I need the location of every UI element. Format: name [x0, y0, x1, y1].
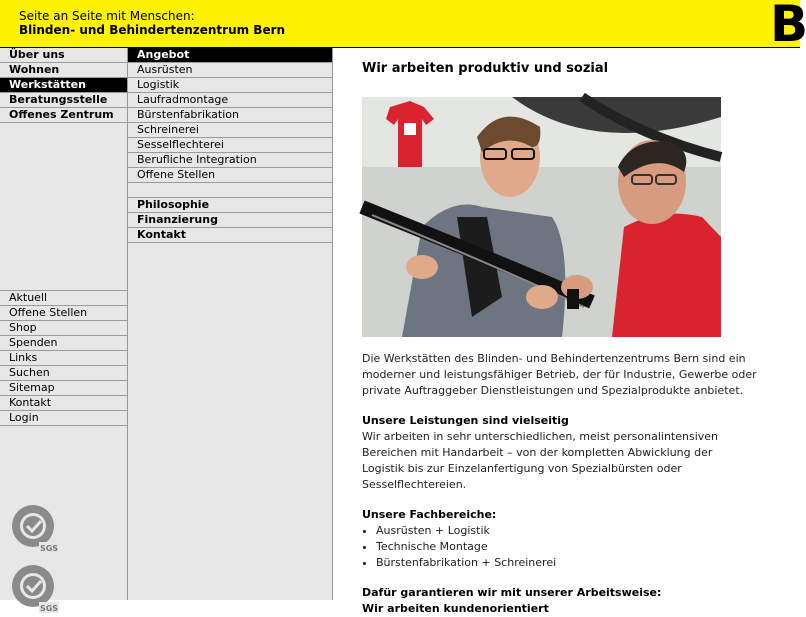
sub-nav-header-angebot[interactable]: Angebot: [128, 48, 332, 63]
sub-nav-logistik[interactable]: Logistik: [128, 78, 332, 93]
main-nav-beratungsstelle[interactable]: Beratungsstelle: [0, 93, 127, 108]
sub-nav-kontakt[interactable]: Kontakt: [128, 228, 332, 243]
list-item: • Technische Montage: [376, 539, 757, 555]
util-nav-sitemap[interactable]: Sitemap: [0, 381, 127, 396]
section-arbeitsweise-title: Dafür garantieren wir mit unserer Arbeitsweise:: [362, 586, 662, 599]
sgs-iso-seal-icon: [9, 564, 61, 616]
main-nav-wohnen[interactable]: Wohnen: [0, 63, 127, 78]
section-fachbereiche-title: Unsere Fachbereiche:: [362, 508, 497, 521]
sub-nav-sesselflechterei[interactable]: Sesselflechterei: [128, 138, 332, 153]
seal-2-mark: SGS: [39, 604, 59, 613]
util-nav-links[interactable]: Links: [0, 351, 127, 366]
sub-nav: [128, 48, 332, 243]
sgs-certification-seal-icon: [9, 504, 61, 556]
list-item: • Ausrüsten + Logistik: [376, 523, 757, 539]
sub-nav-ausruesten[interactable]: Ausrüsten: [128, 63, 332, 78]
intro-paragraph: Die Werkstätten des Blinden- und Behindertenzentrums Bern sind ein moderner und leistungsfähiger Betrieb, der für Industrie, Gewerbe oder private Auftraggeber Dienstleistungen und Spezialprodukte anbietet.: [362, 352, 757, 397]
sub-nav-offene-stellen[interactable]: Offene Stellen: [128, 168, 332, 183]
sub-nav-spacer: [128, 183, 332, 198]
main-content: [362, 60, 762, 615]
sub-nav-philosophie[interactable]: Philosophie: [128, 198, 332, 213]
utility-nav: [0, 290, 127, 426]
fachbereiche-list: [362, 523, 757, 571]
sub-nav-berufliche-integration[interactable]: Berufliche Integration: [128, 153, 332, 168]
section-leistungen-title: Unsere Leistungen sind vielseitig: [362, 414, 569, 427]
main-nav-werkstaetten[interactable]: Werkstätten: [0, 78, 127, 93]
util-nav-offene-stellen[interactable]: Offene Stellen: [0, 306, 127, 321]
tagline-line-1: Seite an Seite mit Menschen:: [19, 9, 195, 23]
util-nav-shop[interactable]: Shop: [0, 321, 127, 336]
sub-nav-finanzierung[interactable]: Finanzierung: [128, 213, 332, 228]
sub-nav-laufradmontage[interactable]: Laufradmontage: [128, 93, 332, 108]
sub-navigation-column: [128, 48, 333, 600]
content-text: [362, 351, 757, 617]
main-nav-ueber-uns[interactable]: Über uns: [0, 48, 127, 63]
page-title: Wir arbeiten produktiv und sozial: [362, 61, 609, 76]
util-nav-login[interactable]: Login: [0, 411, 127, 426]
site-header: [0, 0, 806, 53]
seal-1-mark: SGS: [39, 544, 59, 553]
main-nav-offenes-zentrum[interactable]: Offenes Zentrum: [0, 108, 127, 123]
main-navigation-column: [0, 48, 128, 613]
tagline-line-2: Blinden- und Behindertenzentrum Bern: [19, 23, 286, 37]
site-tagline[interactable]: [19, 9, 285, 37]
site-logo[interactable]: B: [770, 0, 806, 53]
list-item: • Bürstenfabrikation + Schreinerei: [376, 555, 757, 571]
util-nav-aktuell[interactable]: Aktuell: [0, 291, 127, 306]
util-nav-kontakt[interactable]: Kontakt: [0, 396, 127, 411]
section-leistungen-text: Wir arbeiten in sehr unterschiedlichen, meist personalintensiven Bereichen mit Handarbeit – von der kompletten Abwicklung der Logistik bis zur Einzelanfertigung von Spezialbürsten oder Sesselflechtereien.: [362, 430, 719, 491]
workshop-photo: [362, 97, 721, 337]
sub-nav-buerstenfabrikation[interactable]: Bürstenfabrikation: [128, 108, 332, 123]
section-arbeitsweise-sub: Wir arbeiten kundenorientiert: [362, 602, 549, 615]
util-nav-spenden[interactable]: Spenden: [0, 336, 127, 351]
main-nav: [0, 48, 127, 123]
sub-nav-schreinerei[interactable]: Schreinerei: [128, 123, 332, 138]
util-nav-suchen[interactable]: Suchen: [0, 366, 127, 381]
